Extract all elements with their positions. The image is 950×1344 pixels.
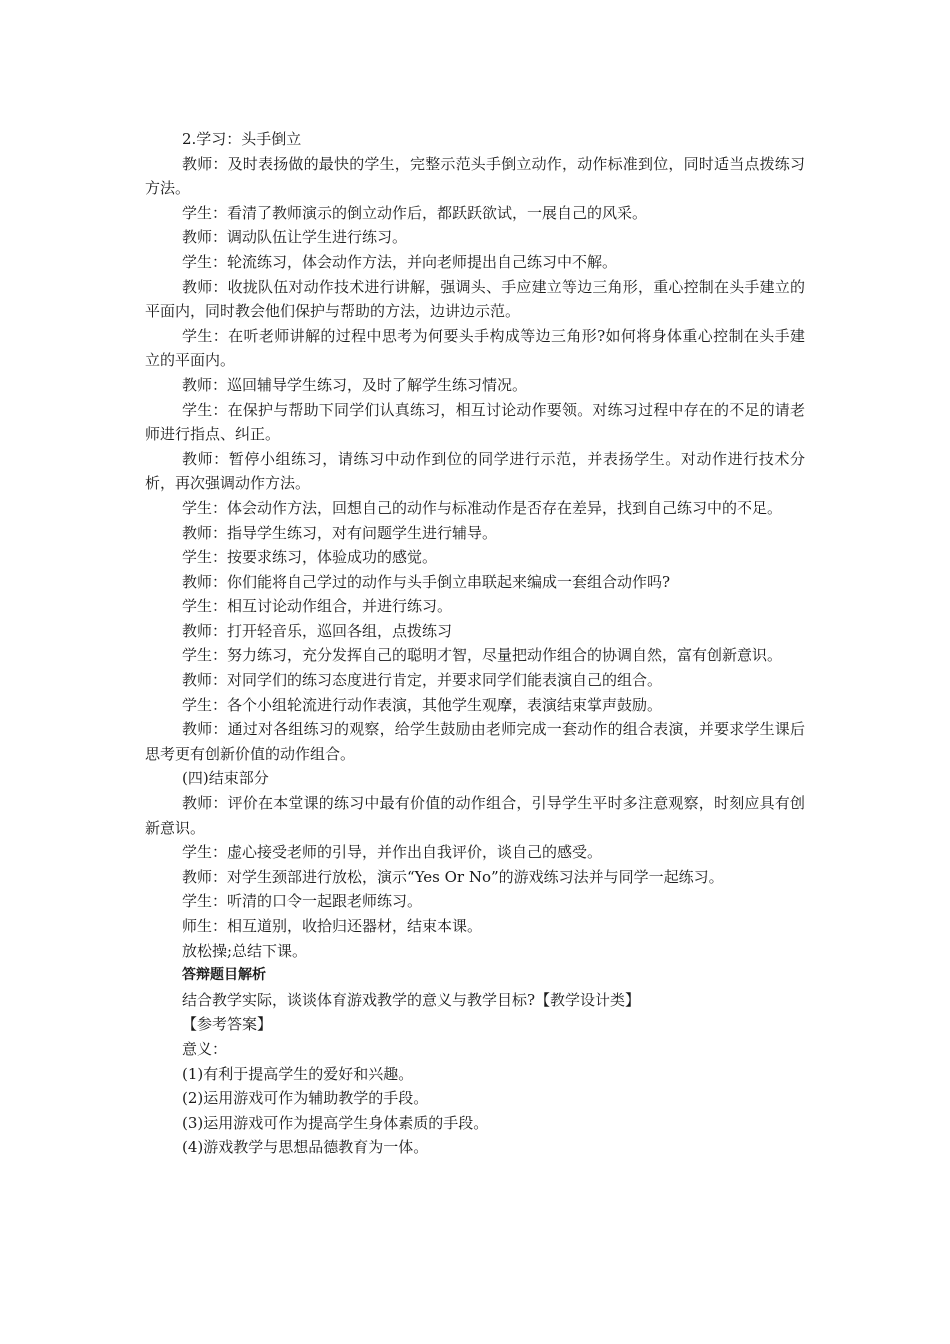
paragraph: 学生：按要求练习，体验成功的感觉。 [182,548,438,567]
paragraph: 教师：通过对各组练习的观察，给学生鼓励由老师完成一套动作的组合表演，并要求学生课后思考更有创新价值的动作组合。 [145,720,805,763]
paragraph: 教师：对同学们的练习态度进行肯定，并要求同学们能表演自己的组合。 [182,671,663,690]
paragraph: 教师：巡回辅导学生练习，及时了解学生练习情况。 [182,375,528,394]
question: 结合教学实际，谈谈体育游戏教学的意义与教学目标?【教学设计类】 [182,990,641,1009]
paragraph: 师生：相互道别，收拾归还器材，结束本课。 [182,917,483,935]
meaning-item: (4)游戏教学与思想品德教育为一体。 [182,1138,429,1157]
paragraph: 学生：体会动作方法，回想自己的动作与标准动作是否存在差异，找到自己练习中的不足。 [182,498,783,517]
paragraph: 教师：指导学生练习，对有问题学生进行辅导。 [182,523,498,542]
paragraph: 学生：各个小组轮流进行动作表演，其他学生观摩，表演结束掌声鼓励。 [182,695,663,714]
paragraph: 学生：相互讨论动作组合，并进行练习。 [182,597,453,616]
paragraph: (四)结束部分 [182,769,269,788]
paragraph: 教师：对学生颈部进行放松，演示“Yes Or No”的游戏练习法并与同学一起练习。 [182,867,724,886]
paragraph: 教师：你们能将自己学过的动作与头手倒立串联起来编成一套组合动作吗? [182,572,671,591]
answer-label: 【参考答案】 [182,1015,273,1034]
paragraph: 教师：及时表扬做的最快的学生，完整示范头手倒立动作，动作标准到位，同时适当点拨练习方法。 [145,154,805,198]
meaning-item: (1)有利于提高学生的爱好和兴趣。 [182,1064,414,1083]
paragraph: 教师：暂停小组练习，请练习中动作到位的同学进行示范，并表扬学生。对动作进行技术分析，再次强调动作方法。 [145,449,805,493]
document-body [145,127,805,1160]
paragraph: 教师：调动队伍让学生进行练习。 [182,228,408,247]
paragraph: 教师：收拢队伍对动作技术进行讲解，强调头、手应建立等边三角形，重心控制在头手建立的平面内，同时教会他们保护与帮助的方法，边讲边示范。 [145,277,805,321]
paragraph: 学生：在保护与帮助下同学们认真练习，相互讨论动作要领。对练习过程中存在的不足的请老师进行指点、纠正。 [145,400,805,444]
paragraph: 2.学习：头手倒立 [182,130,302,148]
paragraph: 学生：看清了教师演示的倒立动作后，都跃跃欲试，一展自己的风采。 [182,203,648,222]
paragraph: 学生：在听老师讲解的过程中思考为何要头手构成等边三角形?如何将身体重心控制在头手建立的平面内。 [145,326,805,370]
meaning-label: 意义： [182,1039,228,1058]
paragraph: 放松操;总结下课。 [182,941,308,960]
section-heading: 答辩题目解析 [182,967,266,984]
meaning-item: (3)运用游戏可作为提高学生身体素质的手段。 [182,1113,489,1132]
paragraph: 教师：评价在本堂课的练习中最有价值的动作组合，引导学生平时多注意观察，时刻应具有创新意识。 [145,794,805,837]
paragraph: 学生：听清的口令一起跟老师练习。 [182,892,423,911]
paragraph: 学生：轮流练习，体会动作方法，并向老师提出自己练习中不解。 [182,252,618,271]
paragraph: 学生：努力练习，充分发挥自己的聪明才智，尽量把动作组合的协调自然，富有创新意识。 [182,646,783,665]
paragraph: 教师：打开轻音乐，巡回各组，点拨练习 [182,621,453,640]
meaning-item: (2)运用游戏可作为辅助教学的手段。 [182,1089,429,1108]
paragraph: 学生：虚心接受老师的引导，并作出自我评价，谈自己的感受。 [182,843,603,862]
